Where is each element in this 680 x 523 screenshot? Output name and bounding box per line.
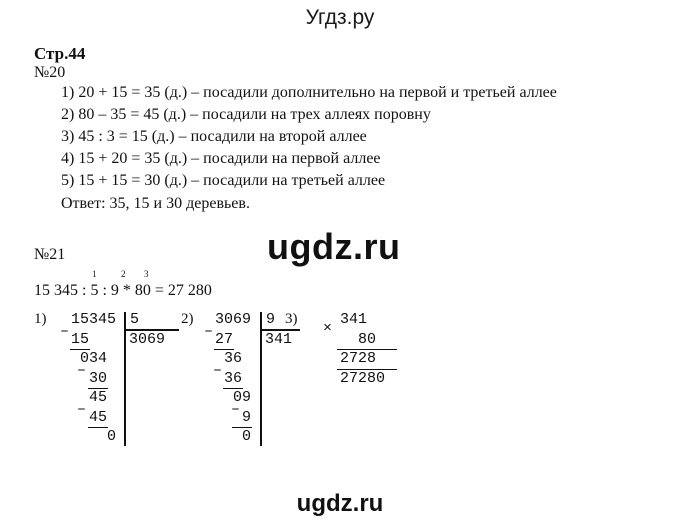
column-label-3: 3): [285, 311, 298, 327]
quotient-1: 3069: [129, 331, 166, 348]
step-1-1: 15: [71, 331, 90, 348]
order-mark-2: 2: [121, 269, 126, 279]
site-title: Угдз.ру: [305, 6, 375, 29]
step-1-2: 034: [80, 350, 108, 367]
step-2-2: 36: [224, 350, 243, 367]
step-1-5: 45: [89, 409, 108, 426]
order-mark-1: 1: [92, 269, 97, 279]
minus-sign: –: [213, 362, 223, 379]
step-2-4: 09: [233, 389, 252, 406]
multiplier: 80: [358, 331, 377, 348]
task-20-line-5: 5) 15 + 15 = 30 (д.) – посадили на третьей аллее: [61, 172, 386, 189]
step-1-6: 0: [107, 428, 117, 445]
minus-sign: –: [231, 401, 241, 418]
minus-sign: –: [60, 323, 70, 340]
column-label-1: 1): [34, 311, 47, 327]
task-20-line-1: 1) 20 + 15 = 35 (д.) – посадили дополнительно на первой и третьей аллее: [61, 84, 557, 101]
task-20-line-3: 3) 45 : 3 = 15 (д.) – посадили на второй аллее: [61, 128, 367, 145]
task-21-number: №21: [34, 246, 66, 263]
step-2-1: 27: [215, 331, 234, 348]
step-1-3: 30: [89, 370, 108, 387]
minus-sign: –: [204, 323, 214, 340]
multiply-sign: ×: [323, 320, 333, 337]
multiplicand: 341: [340, 311, 368, 328]
step-2-6: 0: [242, 428, 252, 445]
task-20-number: №20: [34, 64, 66, 81]
step-underline: [88, 427, 108, 428]
step-2-3: 36: [224, 370, 243, 387]
divisor-1: 5: [130, 311, 140, 328]
step-2-5: 9: [242, 409, 252, 426]
minus-sign: –: [77, 401, 87, 418]
watermark-footer: ugdz.ru: [296, 490, 384, 517]
dividend-2: 3069: [215, 311, 252, 328]
step-1-4: 45: [89, 389, 108, 406]
column-label-2: 2): [181, 311, 194, 327]
partial-product: 2728: [340, 350, 377, 367]
order-mark-3: 3: [144, 269, 149, 279]
divisor-2: 9: [266, 311, 276, 328]
product-result: 27280: [340, 370, 386, 387]
page-reference: Стр.44: [34, 44, 86, 63]
division-bar-2: [260, 312, 262, 446]
task-20-answer: Ответ: 35, 15 и 30 деревьев.: [61, 195, 250, 212]
dividend-1: 15345: [71, 311, 117, 328]
quotient-2: 341: [265, 331, 293, 348]
task-20-line-4: 4) 15 + 20 = 35 (д.) – посадили на первой аллее: [61, 150, 381, 167]
watermark-middle: ugdz.ru: [267, 226, 401, 267]
minus-sign: –: [77, 362, 87, 379]
division-bar-1: [124, 312, 126, 446]
task-21-expression: 15 345 : 5 : 9 * 80 = 27 280: [34, 282, 212, 299]
task-20-line-2: 2) 80 – 35 = 45 (д.) – посадили на трех аллеях поровну: [61, 106, 431, 123]
